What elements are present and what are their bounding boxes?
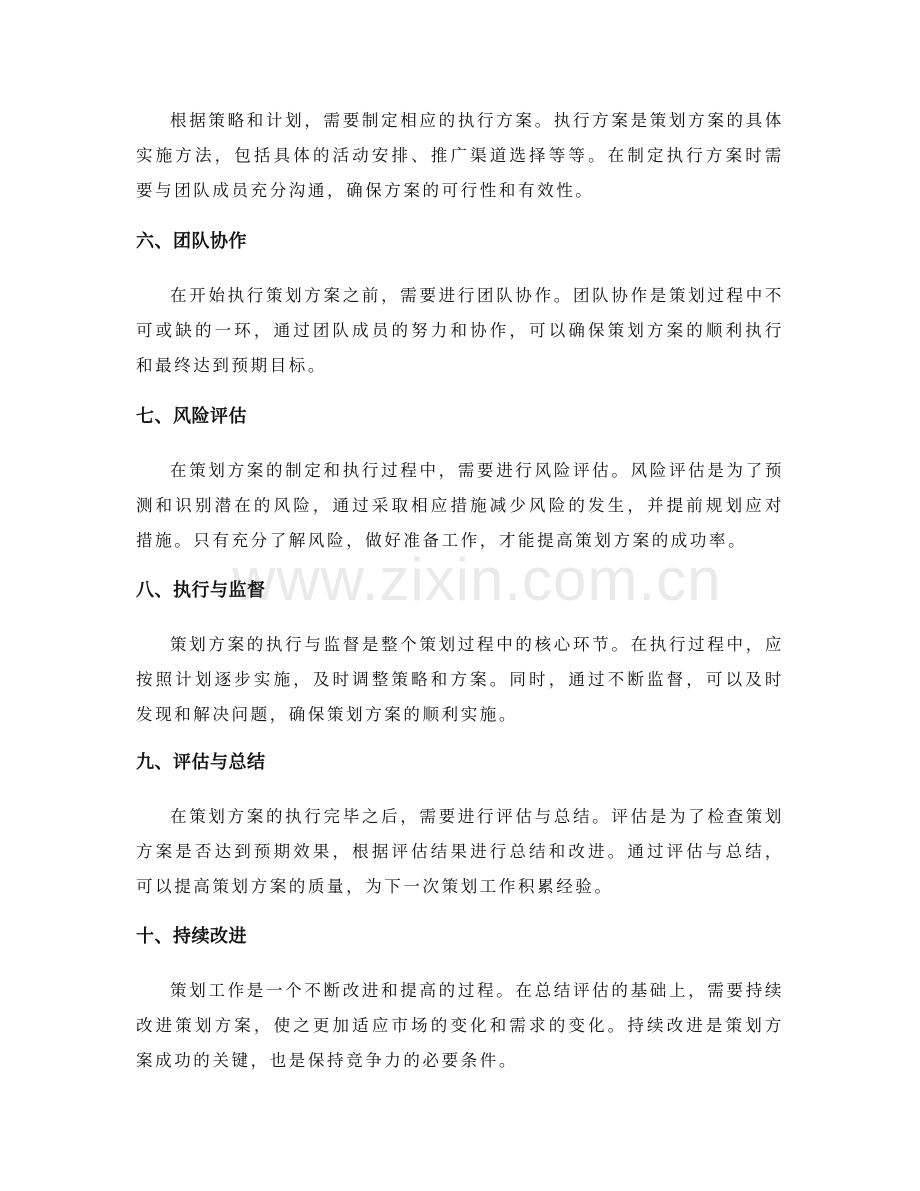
section-heading-execution-supervision: 八、执行与监督	[136, 580, 266, 601]
section-paragraph-continuous-improvement: 策划工作是一个不断改进和提高的过程。在总结评估的基础上，需要持续改进策划方案，使之更加适应市场的变化和需求的变化。持续改进是策划方案成功的关键，也是保持竞争力的必要条件。	[136, 981, 784, 1070]
section-heading-risk-assessment: 七、风险评估	[136, 406, 247, 427]
section-heading-continuous-improvement: 十、持续改进	[136, 926, 247, 947]
section-paragraph-risk-assessment: 在策划方案的制定和执行过程中，需要进行风险评估。风险评估是为了预测和识别潜在的风险，通过采取相应措施减少风险的发生，并提前规划应对措施。只有充分了解风险，做好准备工作，才能提高策划方案的成功率。	[136, 461, 784, 550]
section-paragraph-execution-supervision: 策划方案的执行与监督是整个策划过程中的核心环节。在执行过程中，应按照计划逐步实施，及时调整策略和方案。同时，通过不断监督，可以及时发现和解决问题，确保策划方案的顺利实施。	[136, 635, 784, 724]
section-paragraph-team-collaboration: 在开始执行策划方案之前，需要进行团队协作。团队协作是策划过程中不可或缺的一环，通过团队成员的努力和协作，可以确保策划方案的顺利执行和最终达到预期目标。	[136, 286, 784, 375]
section-paragraph-evaluation-summary: 在策划方案的执行完毕之后，需要进行评估与总结。评估是为了检查策划方案是否达到预期效果，根据评估结果进行总结和改进。通过评估与总结，可以提高策划方案的质量，为下一次策划工作积累经验。	[136, 807, 784, 896]
section-heading-evaluation-summary: 九、评估与总结	[136, 752, 266, 773]
watermark: www.zixin.com.cn	[232, 546, 722, 613]
section-heading-team-collaboration: 六、团队协作	[136, 231, 247, 252]
intro-paragraph: 根据策略和计划，需要制定相应的执行方案。执行方案是策划方案的具体实施方法，包括具体的活动安排、推广渠道选择等等。在制定执行方案时需要与团队成员充分沟通，确保方案的可行性和有效性。	[136, 111, 784, 200]
